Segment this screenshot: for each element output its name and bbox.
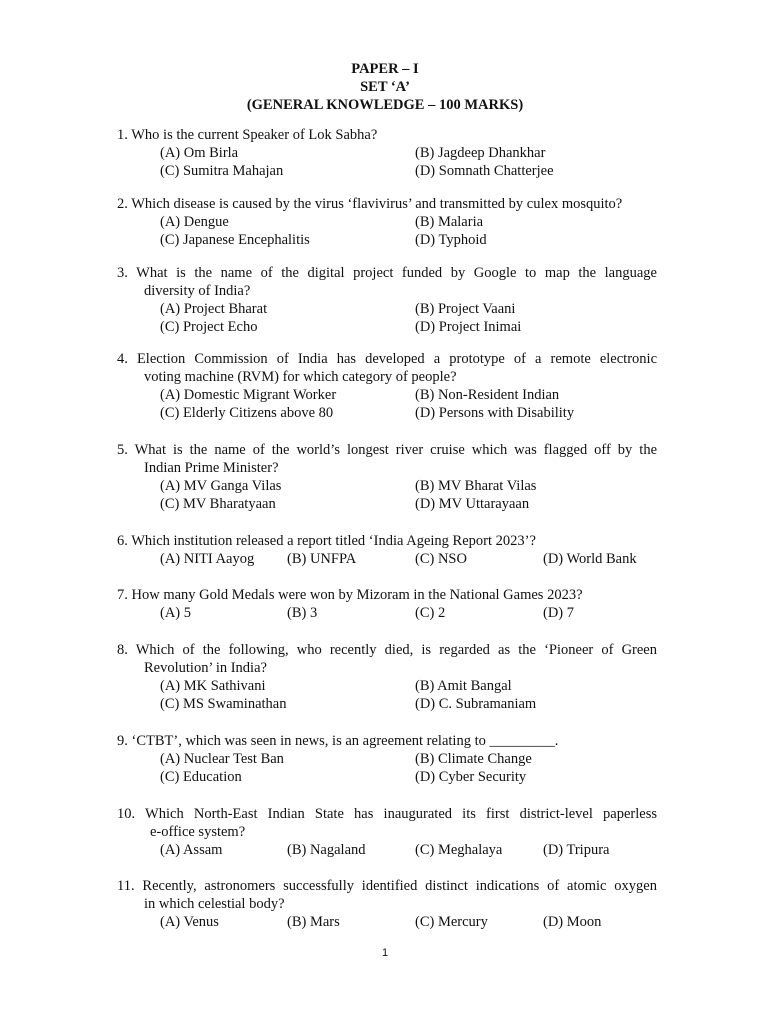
question-text-continued: e-office system? xyxy=(150,824,246,840)
question-text: 11. Recently, astronomers successfully identified distinct indications of atomic oxygen xyxy=(117,878,657,894)
options-row xyxy=(117,386,657,404)
question-text: 6. Which institution released a report titled ‘India Ageing Report 2023’? xyxy=(117,533,536,549)
option-b: (B) UNFPA xyxy=(287,551,357,567)
option-b: (B) Malaria xyxy=(415,214,484,230)
options-row xyxy=(117,404,657,422)
options-row xyxy=(117,477,657,495)
question-text-continued: in which celestial body? xyxy=(144,896,285,912)
question-text: 8. Which of the following, who recently died, is regarded as the ‘Pioneer of Green xyxy=(117,642,657,658)
option-a: (A) MK Sathivani xyxy=(160,678,266,694)
option-b: (B) Amit Bangal xyxy=(415,678,512,694)
options-row xyxy=(117,318,657,336)
option-c: (C) Meghalaya xyxy=(415,842,503,858)
options-row xyxy=(117,768,657,786)
question-2 xyxy=(117,195,657,249)
options-row xyxy=(117,695,657,713)
option-d: (D) Cyber Security xyxy=(415,769,527,785)
option-b: (B) Mars xyxy=(287,914,340,930)
options-row xyxy=(117,604,657,622)
paper-title: PAPER – I xyxy=(351,61,419,77)
paper-header xyxy=(0,60,770,114)
option-d: (D) 7 xyxy=(543,605,575,621)
set-label: SET ‘A’ xyxy=(360,79,410,95)
option-c: (C) Elderly Citizens above 80 xyxy=(160,405,334,421)
option-d: (D) Typhoid xyxy=(415,232,487,248)
question-5 xyxy=(117,441,657,513)
options-row xyxy=(117,231,657,249)
options-row xyxy=(117,841,657,859)
question-text: 7. How many Gold Medals were won by Mizoram in the National Games 2023? xyxy=(117,587,583,603)
option-a: (A) Venus xyxy=(160,914,219,930)
question-text-continued: diversity of India? xyxy=(144,283,251,299)
question-1 xyxy=(117,126,657,180)
question-text: 5. What is the name of the world’s longest river cruise which was flagged off by the xyxy=(117,442,657,458)
question-text: 1. Who is the current Speaker of Lok Sabha? xyxy=(117,127,378,143)
question-11 xyxy=(117,877,657,931)
question-text-continued: Revolution’ in India? xyxy=(144,660,267,676)
question-6 xyxy=(117,532,657,568)
question-8 xyxy=(117,641,657,713)
option-d: (D) C. Subramaniam xyxy=(415,696,537,712)
option-d: (D) Somnath Chatterjee xyxy=(415,163,554,179)
options-row xyxy=(117,913,657,931)
option-c: (C) Japanese Encephalitis xyxy=(160,232,310,248)
options-row xyxy=(117,144,657,162)
option-a: (A) Project Bharat xyxy=(160,301,268,317)
option-d: (D) Persons with Disability xyxy=(415,405,575,421)
option-c: (C) Sumitra Mahajan xyxy=(160,163,284,179)
option-a: (A) 5 xyxy=(160,605,192,621)
option-b: (B) Non-Resident Indian xyxy=(415,387,560,403)
question-4 xyxy=(117,350,657,422)
options-row xyxy=(117,550,657,568)
question-text: 9. ‘CTBT’, which was seen in news, is an agreement relating to _________. xyxy=(117,733,559,749)
page-number: 1 xyxy=(381,947,389,959)
option-d: (D) World Bank xyxy=(543,551,637,567)
options-row xyxy=(117,495,657,513)
option-a: (A) Dengue xyxy=(160,214,229,230)
option-c: (C) Education xyxy=(160,769,242,785)
option-a: (A) Assam xyxy=(160,842,223,858)
option-c: (C) NSO xyxy=(415,551,467,567)
question-text-continued: voting machine (RVM) for which category of people? xyxy=(144,369,457,385)
option-b: (B) MV Bharat Vilas xyxy=(415,478,537,494)
option-d: (D) Tripura xyxy=(543,842,610,858)
question-text: 2. Which disease is caused by the virus ‘flavivirus’ and transmitted by culex mosquito? xyxy=(117,196,623,212)
question-9 xyxy=(117,732,657,786)
option-d: (D) Project Inimai xyxy=(415,319,522,335)
option-c: (C) MS Swaminathan xyxy=(160,696,287,712)
question-7 xyxy=(117,586,657,622)
option-a: (A) NITI Aayog xyxy=(160,551,255,567)
option-b: (B) Project Vaani xyxy=(415,301,516,317)
option-a: (A) Om Birla xyxy=(160,145,239,161)
option-b: (B) Jagdeep Dhankhar xyxy=(415,145,546,161)
option-b: (B) 3 xyxy=(287,605,318,621)
option-a: (A) Nuclear Test Ban xyxy=(160,751,284,767)
option-d: (D) Moon xyxy=(543,914,602,930)
section-title: (GENERAL KNOWLEDGE – 100 MARKS) xyxy=(246,97,524,113)
options-row xyxy=(117,677,657,695)
option-c: (C) Mercury xyxy=(415,914,488,930)
question-text: 3. What is the name of the digital project funded by Google to map the language xyxy=(117,265,657,281)
options-row xyxy=(117,300,657,318)
option-c: (C) MV Bharatyaan xyxy=(160,496,276,512)
option-c: (C) 2 xyxy=(415,605,446,621)
question-text: 10. Which North-East Indian State has inaugurated its first district-level paperless xyxy=(117,806,657,822)
option-b: (B) Nagaland xyxy=(287,842,366,858)
option-c: (C) Project Echo xyxy=(160,319,258,335)
question-text: 4. Election Commission of India has developed a prototype of a remote electronic xyxy=(117,351,657,367)
option-b: (B) Climate Change xyxy=(415,751,532,767)
options-row xyxy=(117,750,657,768)
option-a: (A) MV Ganga Vilas xyxy=(160,478,282,494)
question-text-continued: Indian Prime Minister? xyxy=(144,460,279,476)
option-a: (A) Domestic Migrant Worker xyxy=(160,387,337,403)
question-10 xyxy=(117,805,657,859)
options-row xyxy=(117,162,657,180)
question-3 xyxy=(117,264,657,336)
options-row xyxy=(117,213,657,231)
option-d: (D) MV Uttarayaan xyxy=(415,496,530,512)
